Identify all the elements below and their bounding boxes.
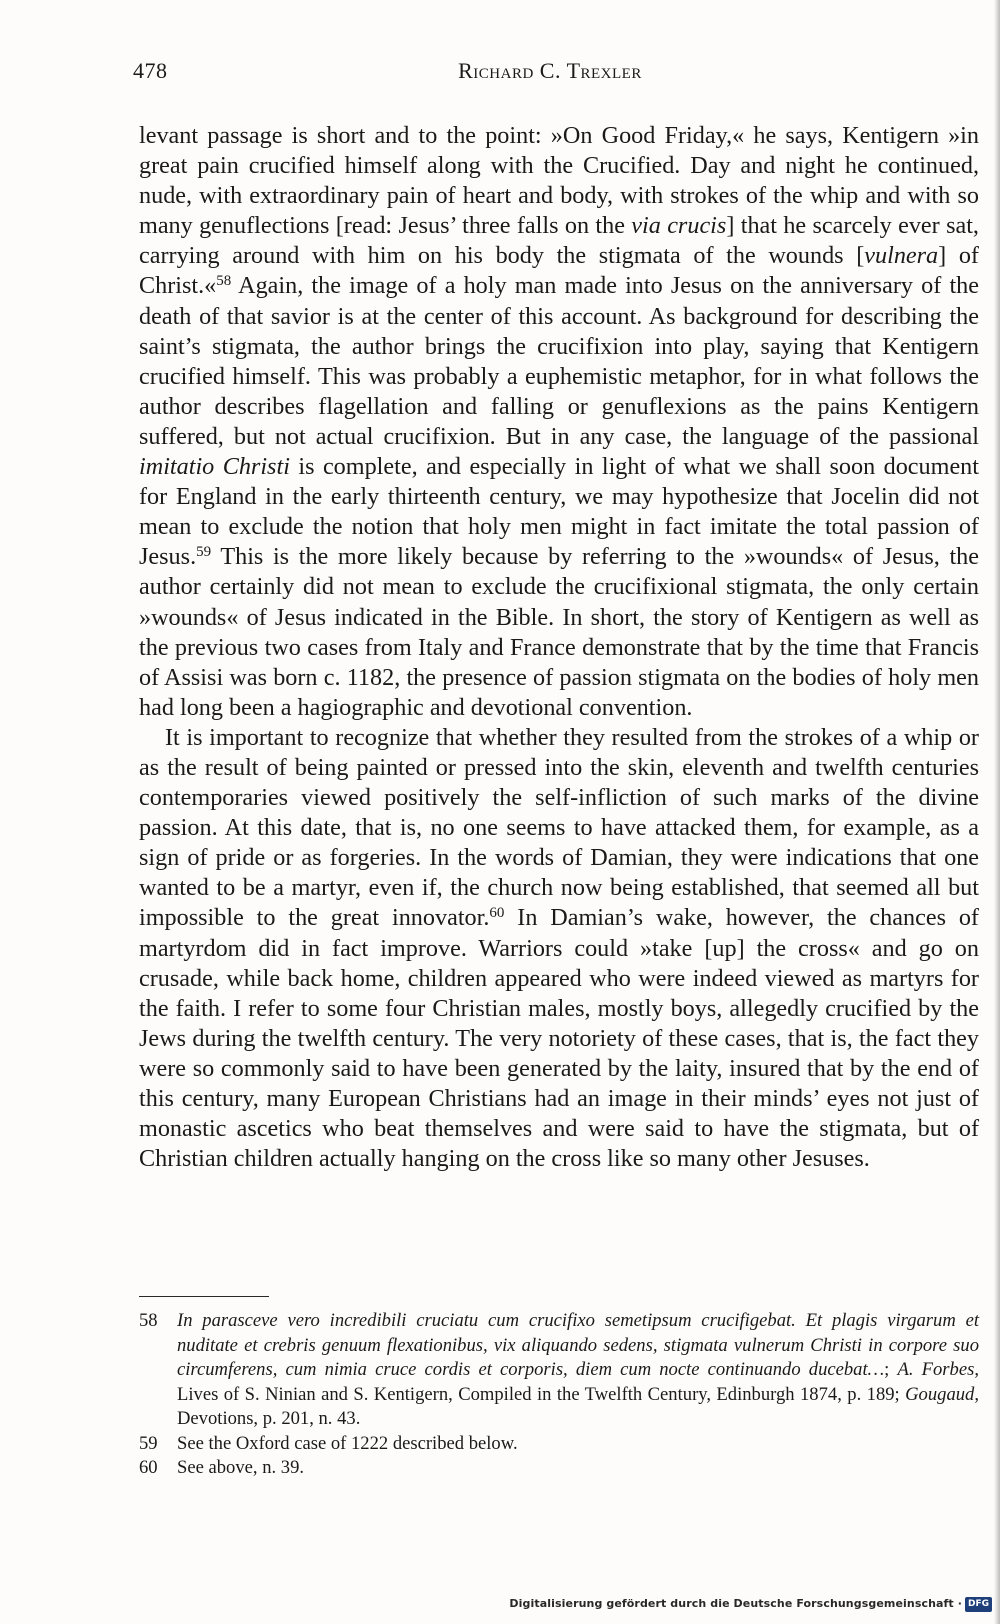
digitization-credit: Digitalisierung gefördert durch die Deutsche Forschungsgemeinschaft · (509, 1597, 962, 1610)
footnote-number: 60 (139, 1457, 158, 1478)
paragraph-1: levant passage is short and to the point: »On Good Friday,« he says, Kentigern »in great pain crucified himself along with the Crucified. Day and night he continued, nude, with extraordinary pain of heart and body, with strokes of the whip and with so many genuflections [read: Jesus’ three falls on the via crucis] that he scarcely ever sat, carrying around with him on his body the stigmata of the wounds [vulnera] of Christ.«$^{58}$ Again, the image of a holy man made into Jesus on the anniversary of the death of that savior is at the center of this account. As background for describing the saint’s stigmata, the author brings the crucifixion into play, saying that Kentigern crucified himself. This was probably a euphemistic metaphor, for in what follows the author describes flagellation and falling or genuflexions as the pains Kentigern suffered, but not actual crucifixion. But in any case, the language of the passional imitatio Christi is complete, and especially in light of what we shall soon document for England in the early thirteenth century, we may hypothesize that Jocelin did not mean to exclude the notion that holy men might in fact imitate the total passion of Jesus.$^{59}$ This is the more likely because by referring to the »wounds« of Jesus, the author certainly did not mean to exclude the crucifixional stigmata, the only certain »wounds« of Jesus indicated in the Bible. In short, the story of Kentigern as well as the previous two cases from Italy and France demonstrate that by the time that Francis of Assisi was born c. 1182, the presence of passion stigmata on the bodies of holy men had long been a hagiographic and devotional convention. (139, 122, 979, 721)
page-edge-shadow (994, 0, 1000, 1624)
dfg-logo-icon: DFG (965, 1597, 992, 1612)
footnote-ref-59: 59 (196, 544, 212, 561)
body-text (139, 121, 979, 1174)
page-number: 478 (133, 58, 168, 83)
footnote-58 (139, 1309, 979, 1432)
footnote-text: In parasceve vero incredibili cruciatu cum crucifixo semetipsum crucifigebat. Et plagis virgarum et nuditate et crebris genuum flexationibus, vix aliquando sedens, stigmata vulnerum Christi in corpore suo circumferens, cum nimia cruce cordis et corporis, diem cum nocte continuando ducebat…; A. Forbes, Lives of S. Ninian and S. Kentigern, Compiled in the Twelfth Century, Edinburgh 1874, p. 189; Gougaud, Devotions, p. 201, n. 43. (177, 1310, 979, 1429)
footnote-number: 58 (139, 1310, 158, 1331)
footnote-divider (139, 1296, 269, 1297)
paragraph-2: It is important to recognize that whether they resulted from the strokes of a whip or as the result of being painted or pressed into the skin, eleventh and twelfth centuries contemporaries viewed positively the self-infliction of such marks of the divine passion. At this date, that is, no one seems to have attacked them, for example, as a sign of pride or as forgeries. In the words of Damian, they were indications that one wanted to be a martyr, even if, the church now being established, that seemed all but impossible to the great innovator.$^{60}$ In Damian’s wake, however, the chances of martyrdom did in fact improve. Warriors could »take [up] the cross« and go on crusade, while back home, children appeared who were indeed viewed as martyrs for the faith. I refer to some four Christian males, mostly boys, allegedly crucified by the Jews during the twelfth century. The very notoriety of these cases, that is, the fact they were so commonly said to have been generated by the laity, insured that by the end of this century, many European Christians had an image in their minds’ eyes not just of monastic ascetics who beat themselves and were said to have the stigmata, but of Christian children actually hanging on the cross like so many other Jesuses. (139, 723, 979, 1173)
footnote-text: See the Oxford case of 1222 described below. (177, 1432, 518, 1454)
footnotes (139, 1309, 979, 1481)
running-head: Richard C. Trexler (458, 58, 642, 83)
footnote-59 (139, 1432, 979, 1457)
footnote-text: See above, n. 39. (177, 1457, 305, 1478)
footnote-ref-60: 60 (489, 905, 505, 922)
footnote-60 (139, 1456, 979, 1481)
footnote-number: 59 (139, 1432, 158, 1454)
footnote-ref-58: 58 (216, 273, 232, 290)
